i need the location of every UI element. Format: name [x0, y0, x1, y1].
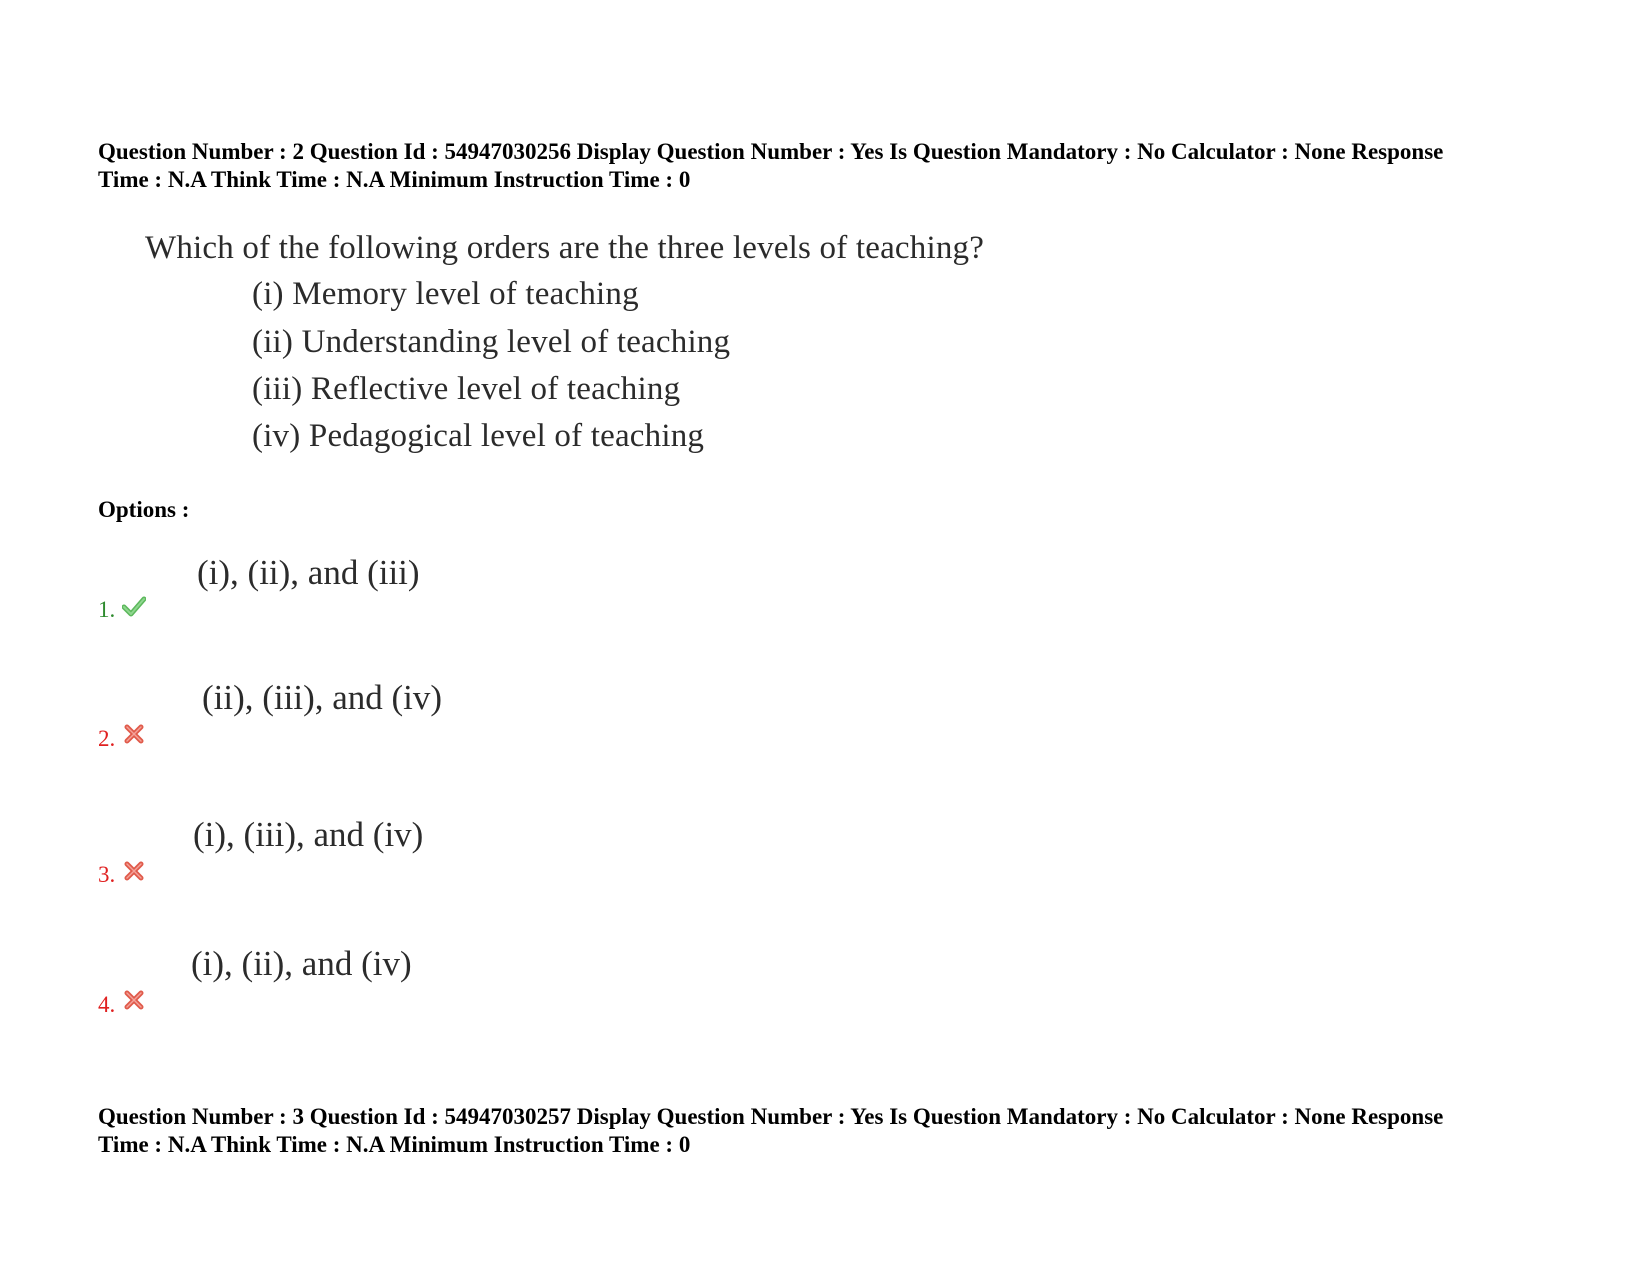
check-icon [122, 594, 146, 618]
option-4-number: 4. [98, 992, 116, 1017]
option-1 [0, 550, 1651, 650]
option-3-text: (i), (iii), and (iv) [193, 815, 424, 854]
option-3-number: 3. [98, 862, 116, 887]
option-3 [0, 815, 1651, 915]
question-3-metadata [98, 1103, 1588, 1159]
question-stem: Which of the following orders are the three levels of teaching? [145, 230, 985, 266]
option-4 [0, 944, 1651, 1044]
question-3-metadata-line-2: Time : N.A Think Time : N.A Minimum Instruction Time : 0 [98, 1132, 691, 1157]
statement-ii: (ii) Understanding level of teaching [252, 324, 731, 360]
option-1-text: (i), (ii), and (iii) [197, 553, 420, 592]
options-label: Options : [98, 497, 190, 522]
cross-icon [122, 988, 146, 1012]
question-2-metadata-line-2: Time : N.A Think Time : N.A Minimum Instruction Time : 0 [98, 167, 691, 192]
option-2-number: 2. [98, 726, 116, 751]
option-2 [0, 678, 1651, 778]
cross-icon [122, 859, 146, 883]
option-4-text: (i), (ii), and (iv) [191, 944, 412, 983]
option-1-number: 1. [98, 597, 116, 622]
option-2-text: (ii), (iii), and (iv) [202, 678, 443, 717]
statement-iv: (iv) Pedagogical level of teaching [252, 418, 705, 454]
question-2-metadata [98, 138, 1588, 194]
cross-icon [122, 722, 146, 746]
question-2-metadata-line-1: Question Number : 2 Question Id : 54947030256 Display Question Number : Yes Is Question Mandatory : No Calculator : None Response [98, 139, 1444, 164]
statement-i: (i) Memory level of teaching [252, 276, 639, 312]
question-3-metadata-line-1: Question Number : 3 Question Id : 54947030257 Display Question Number : Yes Is Question Mandatory : No Calculator : None Response [98, 1104, 1444, 1129]
statement-iii: (iii) Reflective level of teaching [252, 371, 681, 407]
